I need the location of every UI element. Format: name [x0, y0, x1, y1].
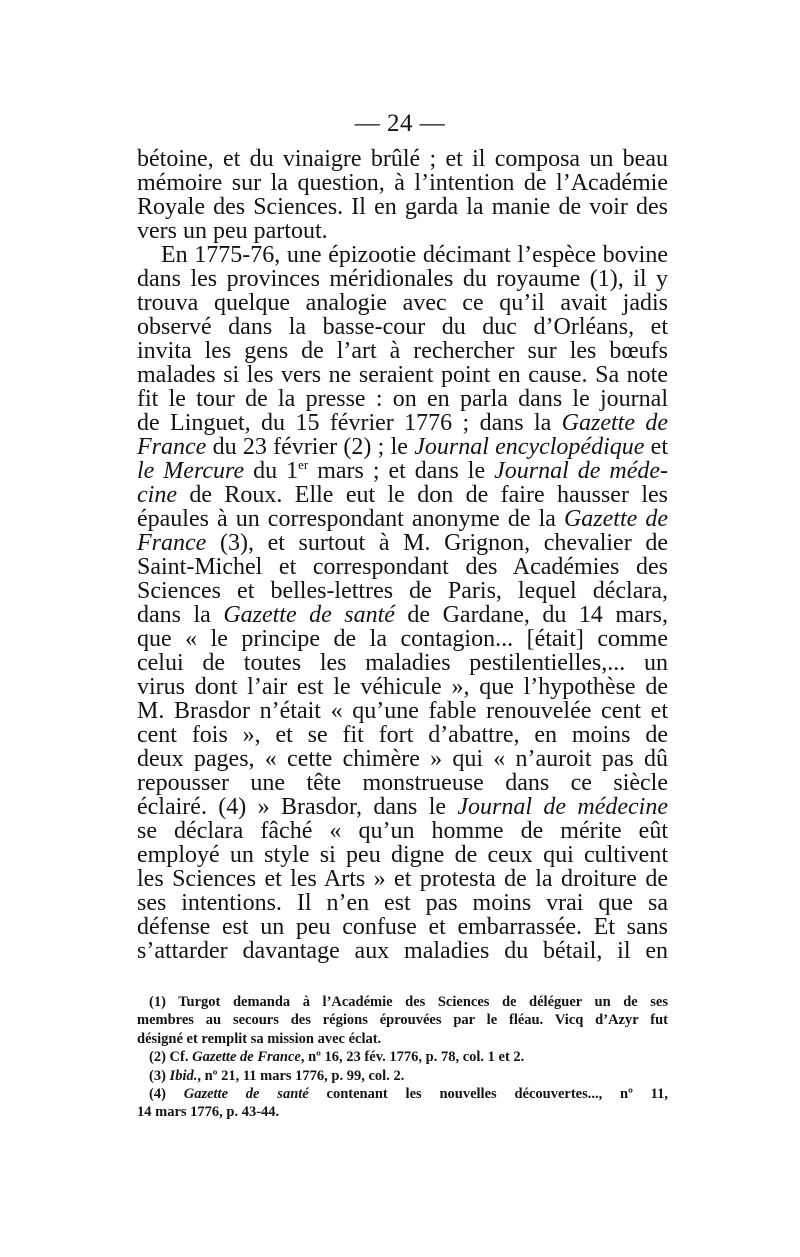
text-run: de Roux. Elle eut le don de faire hausser les: [176, 482, 668, 508]
text-line: [137, 843, 668, 867]
text-line: [137, 915, 668, 939]
text-run: observé dans la basse-cour du duc d’Orléans, et: [137, 314, 668, 340]
italic-text: Journal de médecine: [457, 794, 668, 820]
text-line: [137, 891, 668, 915]
italic-text: cine: [137, 482, 177, 508]
text-line: [137, 723, 668, 747]
text-line: [137, 675, 668, 699]
text-run: employé un style si peu digne de ceux qui cultivent: [137, 842, 668, 868]
text-run: membres au secours des régions éprouvées par le fléau. Vicq d’Azyr fut: [137, 1012, 668, 1029]
italic-text: Journal encyclopédique: [414, 434, 645, 460]
text-run: , nº 16, 23 fév. 1776, p. 78, col. 1 et 2.: [300, 1049, 525, 1066]
text-run: les Sciences et les Arts » et protesta de la droiture de: [137, 866, 668, 892]
text-run: cent fois », et se fit fort d’abattre, en moins de: [137, 722, 668, 748]
text-line: [137, 267, 668, 291]
text-run: Saint-Michel et correspondant des Académies des: [137, 554, 668, 580]
text-run: du 1: [244, 458, 299, 484]
italic-text: Gazette de: [561, 410, 669, 436]
text-line: [137, 747, 668, 771]
text-run: (2) Cf.: [149, 1049, 193, 1066]
text-run: de Gardane, du 14 mars,: [394, 602, 669, 628]
text-line: [137, 555, 668, 579]
text-run: et: [644, 434, 669, 460]
text-run: , nº 21, 11 mars 1776, p. 99, col. 2.: [197, 1067, 405, 1084]
text-line: [137, 819, 668, 843]
text-line: [137, 435, 668, 459]
text-run: trouva quelque analogie avec ce qu’il avait jadis: [137, 290, 668, 316]
text-run: éclairé. (4) » Brasdor, dans le: [137, 794, 458, 820]
text-line: [137, 627, 668, 651]
footnote-line: [137, 1011, 668, 1029]
text-line: [137, 939, 668, 963]
text-run: mémoire sur la question, à l’intention de l’Académie: [137, 170, 668, 196]
text-run: que « le principe de la contagion... [était] comme: [137, 626, 668, 652]
italic-text: France: [137, 434, 207, 460]
text-run: du 23 février (2) ; le: [206, 434, 415, 460]
text-line: [137, 243, 668, 267]
italic-text: Gazette de santé: [183, 1085, 309, 1102]
footnotes: [137, 993, 668, 1122]
footnote-line: [137, 993, 668, 1011]
italic-text: Ibid.: [169, 1067, 198, 1084]
text-line: [137, 339, 668, 363]
body-text: [137, 147, 668, 963]
text-run: mars ; et dans le: [308, 458, 495, 484]
text-run: 14 mars 1776, p. 43-44.: [137, 1104, 280, 1121]
text-line: [137, 315, 668, 339]
text-line: [137, 147, 668, 171]
text-run: En 1775-76, une épizootie décimant l’espèce bovine: [161, 242, 668, 268]
footnote-line: [137, 1030, 668, 1048]
text-line: [137, 507, 668, 531]
text-run: Sciences et belles-lettres de Paris, lequel déclara,: [137, 578, 668, 604]
italic-text: Gazette de santé: [223, 602, 395, 628]
italic-text: le Mercure: [137, 458, 245, 484]
italic-text: Gazette de France: [192, 1049, 301, 1066]
text-run: épaules à un correspondant anonyme de la: [137, 506, 564, 532]
text-run: dans les provinces méridionales du royaume (1), il y: [137, 266, 668, 292]
text-line: [137, 795, 668, 819]
text-line: [137, 531, 668, 555]
text-run: M. Brasdor n’était « qu’une fable renouvelée cent et: [137, 698, 668, 724]
text-run: se déclara fâché « qu’un homme de mérite eût: [137, 818, 668, 844]
italic-text: Journal de méde-: [494, 458, 669, 484]
text-run: dans la: [137, 602, 224, 628]
text-run: (4): [149, 1085, 184, 1102]
text-run: défense est un peu confuse et embarrassée. Et sans: [137, 914, 668, 940]
text-line: [137, 771, 668, 795]
text-line: [137, 651, 668, 675]
text-run: (1) Turgot demanda à l’Académie des Sciences de déléguer un de ses: [149, 994, 668, 1010]
text-run: virus dont l’air est le véhicule », que l’hypothèse de: [137, 674, 668, 700]
text-run: ses intentions. Il n’en est pas moins vrai que sa: [137, 890, 668, 916]
text-run: vers un peu partout.: [137, 218, 328, 244]
footnote-line: [137, 1048, 668, 1066]
text-line: [137, 579, 668, 603]
text-line: [137, 603, 668, 627]
text-run: (3), et surtout à M. Grignon, chevalier de: [206, 530, 668, 556]
text-line: [137, 363, 668, 387]
text-run: malades si les vers ne seraient point en cause. Sa note: [137, 362, 668, 388]
text-line: [137, 867, 668, 891]
text-line: [137, 219, 668, 243]
text-run: Royale des Sciences. Il en garda la manie de voir des: [137, 194, 668, 220]
page-number: — 24 —: [354, 110, 446, 137]
text-run: deux pages, « cette chimère » qui « n’auroit pas dû: [137, 746, 668, 772]
text-line: [137, 195, 668, 219]
text-line: [137, 387, 668, 411]
text-run: (3): [149, 1067, 170, 1084]
text-line: [137, 291, 668, 315]
superscript-text: er: [298, 457, 309, 472]
text-run: invita les gens de l’art à rechercher sur les bœufs: [137, 338, 668, 364]
text-line: [137, 483, 668, 507]
text-run: contenant les nouvelles découvertes..., nº 11,: [308, 1085, 668, 1102]
text-run: s’attarder davantage aux maladies du bétail, il en: [137, 938, 668, 964]
text-run: de Linguet, du 15 février 1776 ; dans la: [137, 410, 562, 436]
text-run: celui de toutes les maladies pestilentielles,... un: [137, 650, 668, 676]
italic-text: France: [137, 530, 207, 556]
text-line: [137, 699, 668, 723]
text-line: [137, 411, 668, 435]
footnote-line: [137, 1103, 668, 1121]
text-run: fit le tour de la presse : on en parla dans le journal: [137, 386, 668, 412]
text-run: repousser une tête monstrueuse dans ce siècle: [137, 770, 668, 796]
italic-text: Gazette de: [563, 506, 668, 532]
footnote-line: [137, 1085, 668, 1103]
text-line: [137, 459, 668, 483]
text-run: bétoine, et du vinaigre brûlé ; et il composa un beau: [137, 146, 668, 172]
text-line: [137, 171, 668, 195]
text-run: désigné et remplit sa mission avec éclat.: [137, 1030, 382, 1047]
footnote-line: [137, 1067, 668, 1085]
